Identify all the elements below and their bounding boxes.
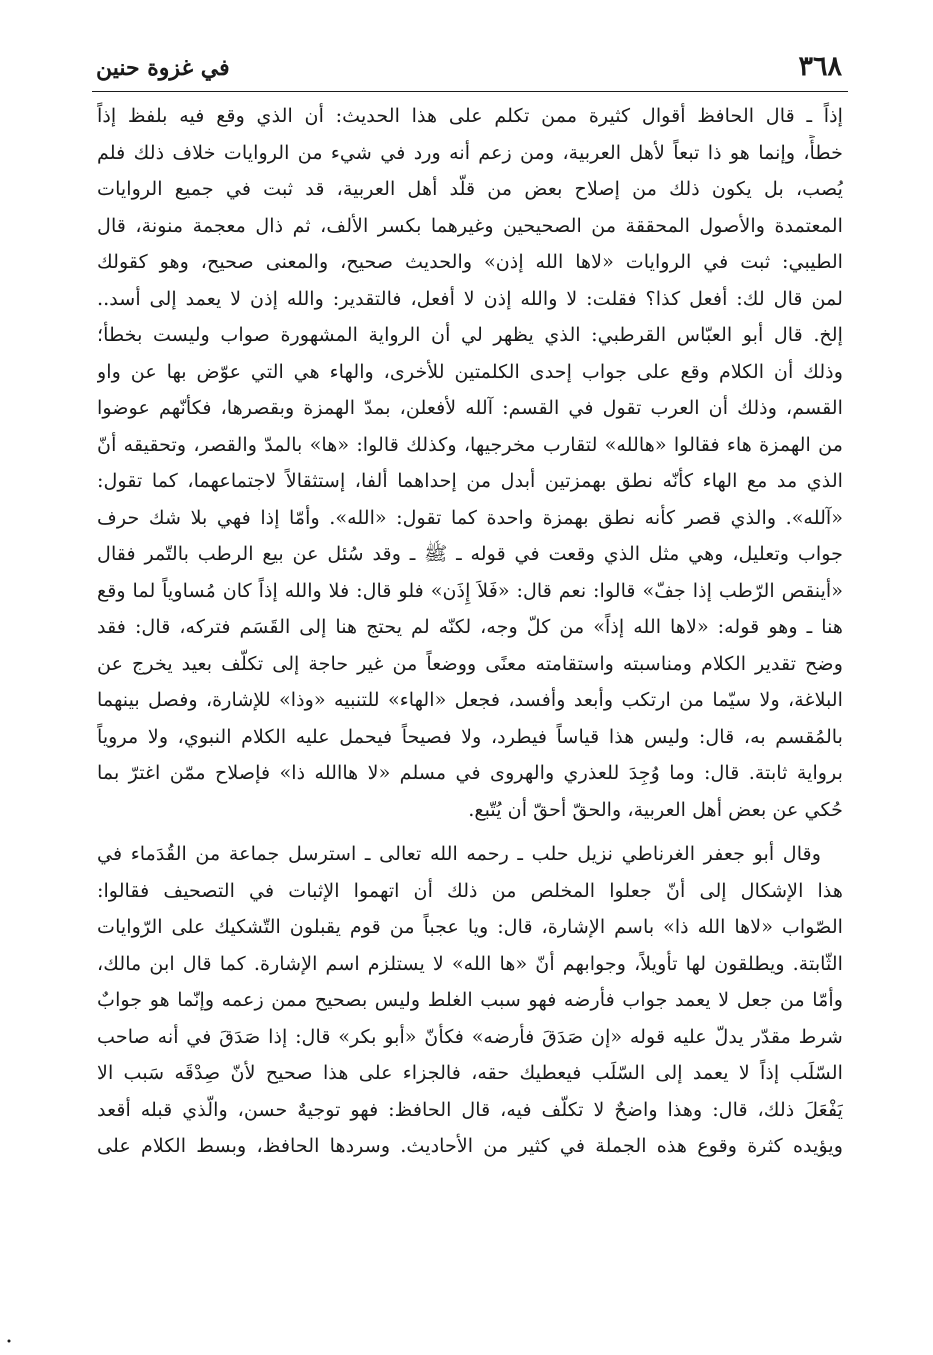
text-line: إذاً ـ قال الحافظ أقوال كثيرة ممن تكلم على هذا الحديث: أن الذي وقع فيه بلفظ إذاً [97,104,843,127]
text-line: إلخ. قال أبو العبّاس القرطبي: الذي يظهر لي أن الرواية المشهورة صواب وليست بخطأ؛ [97,323,843,346]
text-line: «آلله». والذي قصر كأنه نطق بهمزة واحدة كما تقول: «الله». وأمّا إذا فهي بلا شك حرف [97,505,843,529]
text-line: جواب وتعليل، وهي مثل الذي وقعت في قوله ـ ﷺ ـ وقد سُئل عن بيع الرطب بالتّمر فقال [97,542,843,565]
text-line: بالمُقسم به، قال: وليس هذا قياساً فيطرد، ولا فصيحاً فيحمل عليه الكلام النبوي، ولا مروياً [97,724,843,748]
text-line: يَفْعَلَ ذلك، قال: وهذا واضحٌ لا تكلّف فيه، قال الحافظ: فهو توجيهٌ حسن، والّذي قبله أقعد [97,1097,843,1121]
text-line: الثّابتة. ويطلقون لها تأويلاً، وجوابهم أنّ «ها الله» لا يستلزم اسم الإشارة. كما قال ابن مالك، [97,951,843,975]
text-line: وضح تقدير الكلام ومناسبته واستقامته معنًى ووضعاً من غير حاجة إلى تكلّف بعيد يخرج عن [97,651,843,675]
text-line: هذا الإشكال إلى أنّ جعلوا المخلص من ذلك أن اتهموا الإثبات في التصحيف فقالوا: [97,878,843,902]
text-line: من الهمزة هاء فقالوا «هالله» لتقارب مخرجيها، وكذلك قالوا: «ها» بالمدّ والقصر، وتحقيقه أنّ [97,432,843,456]
text-line: المعتمدة والأصول المحققة من الصحيحين وغيرهما بكسر الألف، ثم ذال معجمة منونة، قال [97,213,843,237]
text-line: وأمّا من جعل لا يعمد جواب فأرضه فهو سبب الغلط وليس بصحيح ممن زعمه وإنّما هو جوابٌ [97,988,843,1011]
text-line: خطأً، وإنما هو ذا تبعاً لأهل العربية، ومن زعم أنه ورد في شيء من الروايات خلاف ذلك فلم [97,140,843,164]
text-line: يُصب، بل يكون ذلك من إصلاح بعض من قلّد أهل العربية، قد ثبت في جميع الروايات [97,177,843,200]
page-header [92,44,848,92]
text-line: الصّواب «لاها الله ذا» باسم الإشارة، قال: ويا عجباً من قوم يقبلون التّشكيك على الرّوايات [97,915,843,938]
paragraph-1 [97,98,843,828]
text-line: وذلك أن الكلام وقع على جواب إحدى الكلمتين للأخرى، والهاء هي التي عوّض بها عن واو [97,359,843,383]
running-title: في غزوة حنين [96,55,230,81]
body-text [97,98,843,1165]
text-line: الطيبي: ثبت في الروايات «لاها الله إذن» والحديث صحيح، والمعنى صحيح، وهو كقولك [97,250,843,273]
text-line: «أينقص الرّطب إذا جفّ» قالوا: نعم قال: «فَلاَ إِذَن» فلو قال: فلا والله إذاً كان مُساوياً لما وقع [97,578,843,602]
text-line: حُكي عن بعض أهل العربية، والحقّ أحقّ أن يُتّبع. [468,797,843,821]
paragraph-2 [97,836,843,1165]
text-line: شرط مقدّر يدلّ عليه قوله «إن صَدَقَ فأرضه» فكأنّ «أبو بكر» قال: إذا صَدَقَ في أنه صاحب [97,1024,843,1048]
text-line: السّلَب إذاً لا يعمد إلى السّلَب فيعطيك حقه، فالجزاء على هذا صحيح لأنّ صِدْقَه سَبب الا [97,1061,843,1084]
page-number: ٣٦٨ [798,51,842,82]
text-line: البلاغة، ولا سيّما من ارتكب وأبعد وأفسد، فجعل «الهاء» للتنبيه «وذا» للإشارة، وفصل بينهما [97,688,843,711]
header-rule [92,91,848,92]
scan-speck [6,1338,12,1344]
text-line: الذي مد مع الهاء كأنّه نطق بهمزتين أبدل من إحداهما ألفا، إستثقالاً لاجتماعهما، كما تقول: [97,469,843,492]
text-line: ويؤيده كثرة وقوع هذه الجملة في كثير من الأحاديث. وسردها الحافظ، وبسط الكلام على [97,1134,843,1157]
text-line: القسم، وذلك أن العرب تقول في القسم: آلله لأفعلن، بمدّ الهمزة وبقصرها، فكأنّهم عوضوا [97,396,843,419]
text-line: هنا ـ وهو قوله: «لاها الله إذاً» من كلّ وجه، لكنّه لم يحتج هنا إلى القَسَم فتركه، قال: فقد [97,615,843,638]
text-line: برواية ثابتة. قال: وما وُجِدَ للعذري والهروى في مسلم «لا هاالله ذا» فإصلاح ممّن اغترّ بما [97,761,843,784]
text-line: وقال أبو جعفر الغرناطي نزيل حلب ـ رحمه الله تعالى ـ استرسل جماعة من القُدَماء في [97,842,821,865]
text-line: لمن قال لك: أفعل كذا؟ فقلت: لا والله إذن لا أفعل، فالتقدير: والله إذن لا يعمد إلى أسد.. [97,286,843,310]
